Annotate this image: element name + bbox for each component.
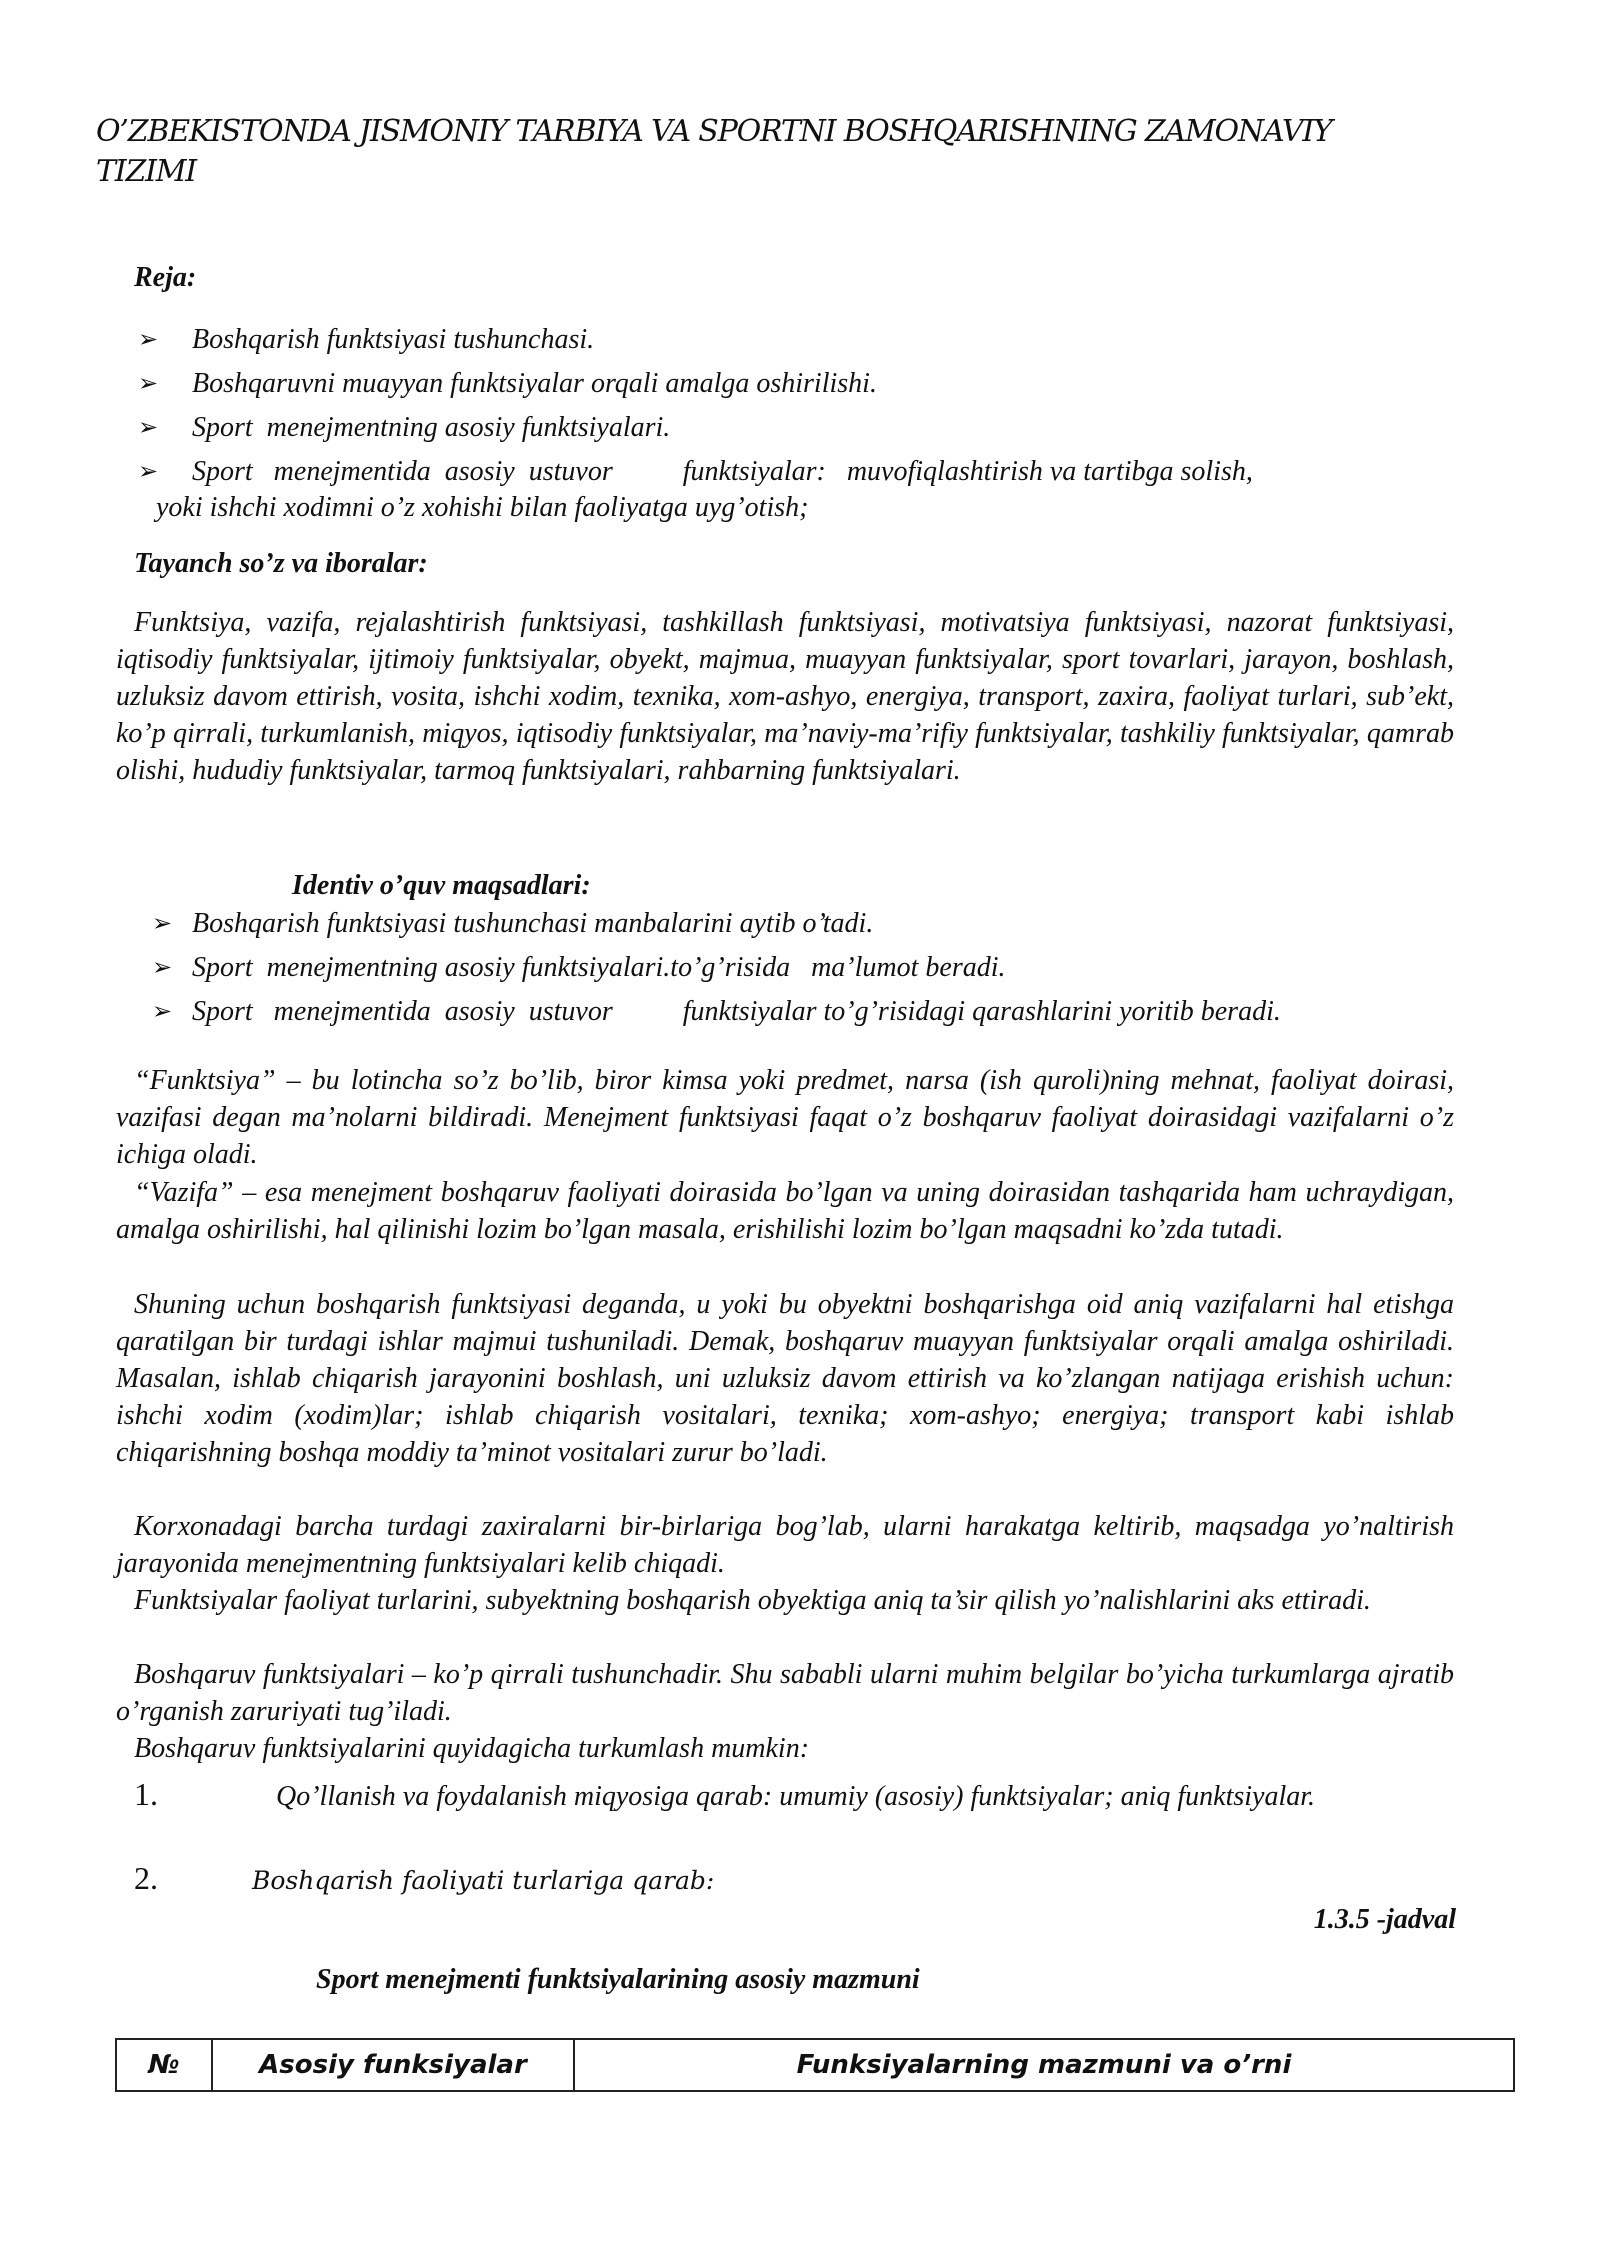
list-item-text: Sport menejmentida asosiy ustuvor funktsiyalar to’g’risidagi qarashlarini yoritib beradi.: [192, 996, 1281, 1027]
list-item: [138, 322, 1458, 358]
table-header-cell: Funksiyalarning mazmuni va o’rni: [574, 2039, 1514, 2091]
table-header-cell: №: [116, 2039, 212, 2091]
item-number: 1.: [134, 1776, 158, 1812]
list-item: [138, 410, 1458, 446]
list-item: [152, 950, 1462, 986]
list-item-continuation: yoki ishchi xodimni o’z xohishi bilan faoliyatga uyg’otish;: [156, 492, 809, 523]
list-item: [152, 906, 1462, 942]
table-header-cell: Asosiy funksiyalar: [212, 2039, 574, 2091]
list-item-text: Boshqaruvni muayyan funktsiyalar orqali amalga oshirilishi.: [192, 368, 877, 399]
table-label: 1.3.5 -jadval: [1313, 1904, 1456, 1935]
identiv-list: [152, 906, 1462, 1038]
list-item: [152, 994, 1462, 1030]
list-item: [138, 366, 1458, 402]
item-text: Boshqarish faoliyati turlariga qarab:: [252, 1866, 715, 1895]
arrow-bullet-icon: ➢: [152, 911, 173, 937]
body-paragraph: Boshqaruv funktsiyalari – ko’p qirrali tushunchadir. Shu sababli ularni muhim belgilar bo’yicha turkumlarga ajratib o’rganish zaruriyati tug’iladi.: [116, 1659, 1454, 1727]
keywords-paragraph: Funktsiya, vazifa, rejalashtirish funktsiyasi, tashkillash funktsiyasi, motivatsiya funktsiyasi, nazorat funktsiyasi, iqtisodiy funktsiyalar, ijtimoiy funktsiyalar, obyekt, majmua, muayyan funktsiyalar, sport tovarlari, jarayon, boshlash, uzluksiz davom ettirish, vosita, ishchi xodim, texnika, xom-ashyo, energiya, transport, zaxira, faoliyat turlari, sub’ekt, ko’p qirrali, turkumlanish, miqyos, iqtisodiy funktsiyalar, ma’naviy-ma’rifiy funktsiyalar, tashkiliy funktsiyalar, qamrab olishi, hududiy funktsiyalar, tarmoq funktsiyalari, rahbarning funktsiyalari.: [116, 607, 1454, 786]
page-title: O’ZBEKISTONDA JISMONIY TARBIYA VA SPORTNI BOSHQARISHNING ZAMONAVIY TIZIMI: [96, 114, 1332, 189]
list-item-text: Sport menejmentning asosiy funktsiyalari.to’g’risida ma’lumot beradi.: [192, 952, 1006, 983]
arrow-bullet-icon: ➢: [138, 327, 159, 353]
body-paragraph: Korxonadagi barcha turdagi zaxiralarni bir-birlariga bog’lab, ularni harakatga keltirib, maqsadga yo’naltirish jarayonida menejmentning funktsiyalari kelib chiqadi.: [116, 1511, 1454, 1579]
reja-list: [138, 322, 1458, 526]
list-item-text: Sport menejmentida asosiy ustuvor funktsiyalar: muvofiqlashtirish va tartibga solish,: [192, 456, 1253, 487]
arrow-bullet-icon: ➢: [152, 955, 173, 981]
arrow-bullet-icon: ➢: [138, 415, 159, 441]
list-item: [138, 454, 1458, 526]
arrow-bullet-icon: ➢: [138, 371, 159, 397]
item-number: 2.: [134, 1860, 158, 1896]
body-paragraph: “Funktsiya” – bu lotincha so’z bo’lib, biror kimsa yoki predmet, narsa (ish quroli)ning mehnat, faoliyat doirasi, vazifasi degan ma’nolarni bildiradi. Menejment funktsiyasi faqat o’z boshqaruv faoliyat doirasidagi vazifalarni o’z ichiga oladi.: [116, 1065, 1454, 1170]
table-caption: Sport menejmenti funktsiyalarining asosiy mazmuni: [316, 1964, 920, 1995]
body-paragraph: Boshqaruv funktsiyalarini quyidagicha turkumlash mumkin:: [134, 1733, 810, 1764]
arrow-bullet-icon: ➢: [138, 459, 159, 485]
numbered-item: [116, 1860, 1454, 1899]
item-text: Qo’llanish va foydalanish miqyosiga qarab: umumiy (asosiy) funktsiyalar; aniq funktsiyalar.: [276, 1781, 1316, 1812]
list-item-text: Boshqarish funktsiyasi tushunchasi manbalarini aytib o’tadi.: [192, 908, 874, 939]
body-paragraph: Funktsiyalar faoliyat turlarini, subyektning boshqarish obyektiga aniq ta’sir qilish yo’nalishlarini aks ettiradi.: [134, 1585, 1371, 1616]
reja-heading: Reja:: [134, 262, 197, 293]
body-paragraph: “Vazifa” – esa menejment boshqaruv faoliyati doirasida bo’lgan va uning doirasidan tashqarida ham uchraydigan, amalga oshirilishi, hal qilinishi lozim bo’lgan masala, erishilishi lozim bo’lgan maqsadni ko’zda tutadi.: [116, 1177, 1454, 1245]
list-item-text: Boshqarish funktsiyasi tushunchasi.: [192, 324, 595, 355]
functions-table: [115, 2038, 1515, 2092]
arrow-bullet-icon: ➢: [152, 999, 173, 1025]
identiv-heading: Identiv o’quv maqsadlari:: [292, 870, 591, 901]
tayanch-heading: Tayanch so’z va iboralar:: [134, 548, 428, 579]
table-header-row: [116, 2039, 1514, 2091]
body-paragraph: Shuning uchun boshqarish funktsiyasi deganda, u yoki bu obyektni boshqarishga oid aniq vazifalarni hal etishga qaratilgan bir turdagi ishlar majmui tushuniladi. Demak, boshqaruv muayyan funktsiyalar orqali amalga oshiriladi. Masalan, ishlab chiqarish jarayonini boshlash, uni uzluksiz davom ettirish va ko’zlangan natijaga erishish uchun: ishchi xodim (xodim)lar; ishlab chiqarish vositalari, texnika; xom-ashyo; energiya; transport kabi ishlab chiqarishning boshqa moddiy ta’minot vositalari zurur bo’ladi.: [116, 1289, 1454, 1468]
numbered-item: [116, 1776, 1454, 1815]
list-item-text: Sport menejmentning asosiy funktsiyalari.: [192, 412, 671, 443]
